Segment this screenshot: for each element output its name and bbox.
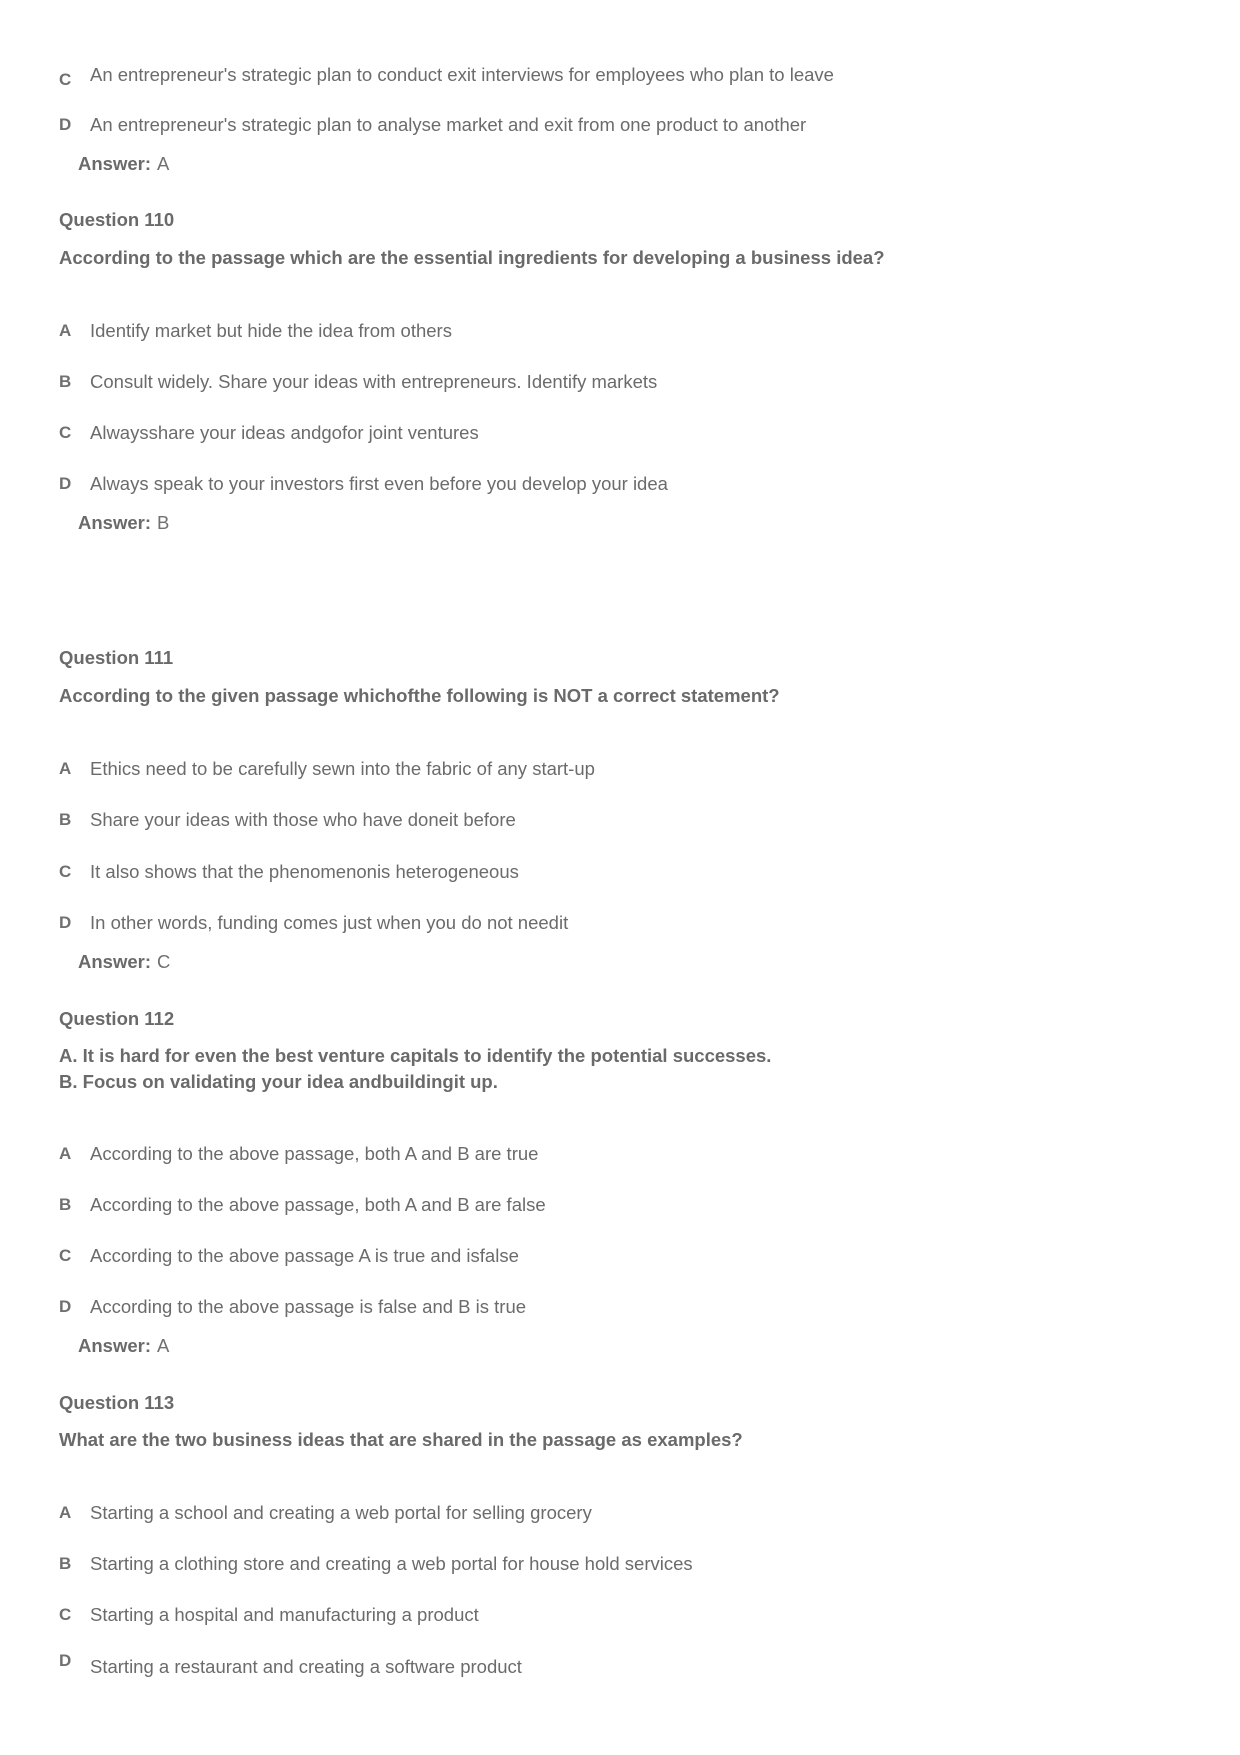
stem-line: B. Focus on validating your idea andbuildingit up. <box>59 1071 498 1092</box>
option-letter: B <box>59 372 72 391</box>
answer-label: Answer: <box>78 951 151 972</box>
option-text: According to the above passage, both A and B are true <box>90 1143 539 1164</box>
question-113-option-c <box>59 1600 479 1630</box>
option-text: Consult widely. Share your ideas with entrepreneurs. Identify markets <box>90 371 658 392</box>
option-text: An entrepreneur's strategic plan to conduct exit interviews for employees who plan to leave <box>90 64 834 85</box>
option-text: Starting a clothing store and creating a web portal for house hold services <box>90 1553 693 1574</box>
question-110-option-d <box>59 469 668 499</box>
option-letter: B <box>59 1195 72 1214</box>
question-112-option-a <box>59 1139 538 1169</box>
question-111-title: Question 111 <box>59 647 174 668</box>
answer-value: B <box>157 512 170 533</box>
option-text: Alwaysshare your ideas andgofor joint ventures <box>90 422 479 443</box>
question-113-option-a <box>59 1498 592 1528</box>
answer-label: Answer: <box>78 1335 151 1356</box>
option-text: Identify market but hide the idea from others <box>90 320 452 341</box>
stem-line: A. It is hard for even the best venture capitals to identify the potential successes. <box>59 1045 772 1066</box>
option-text: Starting a school and creating a web portal for selling grocery <box>90 1502 592 1523</box>
question-111-stem <box>59 683 780 709</box>
option-text: According to the above passage A is true and isfalse <box>90 1245 519 1266</box>
question-112-option-d <box>59 1292 526 1322</box>
question-110-answer <box>78 509 169 537</box>
option-letter: C <box>59 423 72 442</box>
question-113-option-d <box>59 1652 522 1682</box>
option-letter: B <box>59 1554 72 1573</box>
option-text: Ethics need to be carefully sewn into the fabric of any start-up <box>90 758 595 779</box>
option-letter: A <box>59 1503 72 1522</box>
option-text: Starting a restaurant and creating a software product <box>90 1656 522 1677</box>
question-110-option-a <box>59 316 452 346</box>
option-text: In other words, funding comes just when you do not needit <box>90 912 569 933</box>
option-text: It also shows that the phenomenonis heterogeneous <box>90 861 519 882</box>
question-112-title: Question 112 <box>59 1008 175 1029</box>
option-letter: C <box>59 862 72 881</box>
option-text: Share your ideas with those who have doneit before <box>90 809 516 830</box>
option-letter: A <box>59 759 72 778</box>
question-111-option-a <box>59 754 595 784</box>
answer-value: A <box>157 1335 170 1356</box>
option-letter: C <box>59 70 72 89</box>
question-111-option-d <box>59 908 568 938</box>
carry-over-answer <box>78 150 169 178</box>
question-113-title: Question 113 <box>59 1392 175 1413</box>
stem-line: According to the given passage whichofthe following is NOT a correct statement? <box>59 685 780 706</box>
stem-line: According to the passage which are the essential ingredients for developing a business idea? <box>59 247 885 268</box>
question-113-stem <box>59 1427 743 1453</box>
option-letter: D <box>59 474 72 493</box>
option-letter: C <box>59 1605 72 1624</box>
option-letter: D <box>59 1651 72 1670</box>
stem-line: What are the two business ideas that are shared in the passage as examples? <box>59 1429 743 1450</box>
answer-label: Answer: <box>78 153 151 174</box>
question-110-option-c <box>59 418 479 448</box>
question-110-option-b <box>59 367 657 397</box>
question-110-title: Question 110 <box>59 209 175 230</box>
question-112-option-b <box>59 1190 546 1220</box>
question-112-answer <box>78 1332 169 1360</box>
option-letter: D <box>59 913 72 932</box>
answer-label: Answer: <box>78 512 151 533</box>
question-111-answer <box>78 948 170 976</box>
option-letter: D <box>59 115 72 134</box>
option-letter: B <box>59 810 72 829</box>
option-letter: A <box>59 1144 72 1163</box>
question-110-stem <box>59 245 885 271</box>
question-111-option-c <box>59 857 519 887</box>
answer-value: C <box>157 951 171 972</box>
question-111-option-b <box>59 805 516 835</box>
carry-over-option-d <box>59 110 806 140</box>
carry-over-option-c <box>59 60 834 90</box>
option-text: Starting a hospital and manufacturing a product <box>90 1604 479 1625</box>
option-text: According to the above passage is false and B is true <box>90 1296 527 1317</box>
question-112-option-c <box>59 1241 519 1271</box>
option-text: Always speak to your investors first even before you develop your idea <box>90 473 668 494</box>
option-letter: A <box>59 321 72 340</box>
option-text: An entrepreneur's strategic plan to analyse market and exit from one product to another <box>90 114 807 135</box>
option-letter: C <box>59 1246 72 1265</box>
question-113-option-b <box>59 1549 693 1579</box>
option-letter: D <box>59 1297 72 1316</box>
answer-value: A <box>157 153 170 174</box>
option-text: According to the above passage, both A and B are false <box>90 1194 546 1215</box>
question-112-stem <box>59 1043 771 1095</box>
